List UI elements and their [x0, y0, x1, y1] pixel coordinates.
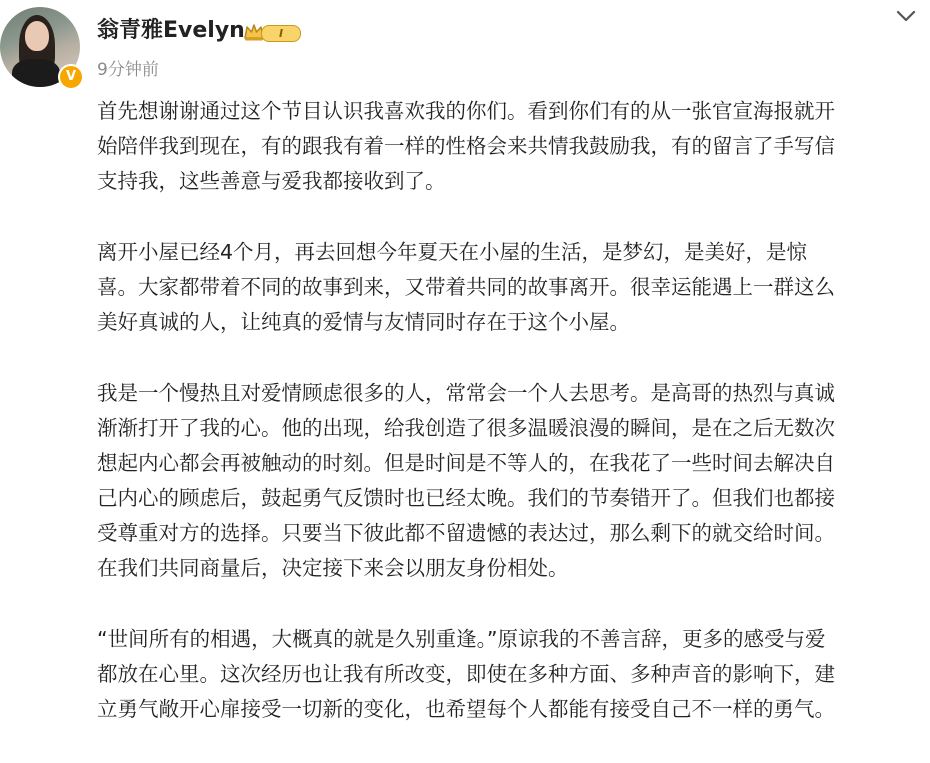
- post-paragraph-1: 首先想谢谢通过这个节目认识我喜欢我的你们。看到你们有的从一张官宣海报就开 始陪伴我到现在，有的跟我有着一样的性格会来共情我鼓励我，有的留言了手写信 支持我，这些善意与爱我都接收到了。: [97, 99, 835, 193]
- post-body: [97, 94, 925, 763]
- rank-level: I: [261, 25, 301, 42]
- post-header: [0, 0, 930, 92]
- rank-badge[interactable]: [243, 22, 301, 42]
- post-paragraph-4: “世间所有的相遇，大概真的就是久别重逢。”原谅我的不善言辞，更多的感受与爱 都放在心里。这次经历也让我有所改变，即使在多种方面、多种声音的影响下，建 立勇气敞开心扉接受一切新的变化，也希望每个人都能有接受自己不一样的勇气。: [97, 627, 835, 721]
- post-paragraph-3: 我是一个慢热且对爱情顾虑很多的人，常常会一个人去思考。是高哥的热烈与真诚 渐渐打开了我的心。他的出现，给我创造了很多温暖浪漫的瞬间，是在之后无数次 想起内心都会再被触动的时刻。但是时间是不等人的，在我花了一些时间去解决自 己内心的顾虑后，鼓起勇气反馈时也已经太晚。我们的节奏错开了。但我们也都接 受尊重对方的选择。只要当下彼此都不留遗憾的表达过，那么剩下的就交给时间。 在我们共同商量后，决定接下来会以朋友身份相处。: [97, 381, 835, 580]
- post-timestamp: 9分钟前: [97, 60, 159, 80]
- username[interactable]: 翁青雅Evelyn: [97, 18, 245, 43]
- chevron-down-icon[interactable]: [895, 8, 917, 24]
- post-paragraph-2: 离开小屋已经4个月，再去回想今年夏天在小屋的生活，是梦幻，是美好，是惊 喜。大家都带着不同的故事到来，又带着共同的故事离开。很幸运能遇上一群这么 美好真诚的人，让纯真的爱情与友情同时存在于这个小屋。: [97, 240, 835, 334]
- avatar-face: [25, 21, 49, 51]
- verified-v-icon: V: [58, 64, 84, 90]
- avatar-body: [12, 59, 60, 87]
